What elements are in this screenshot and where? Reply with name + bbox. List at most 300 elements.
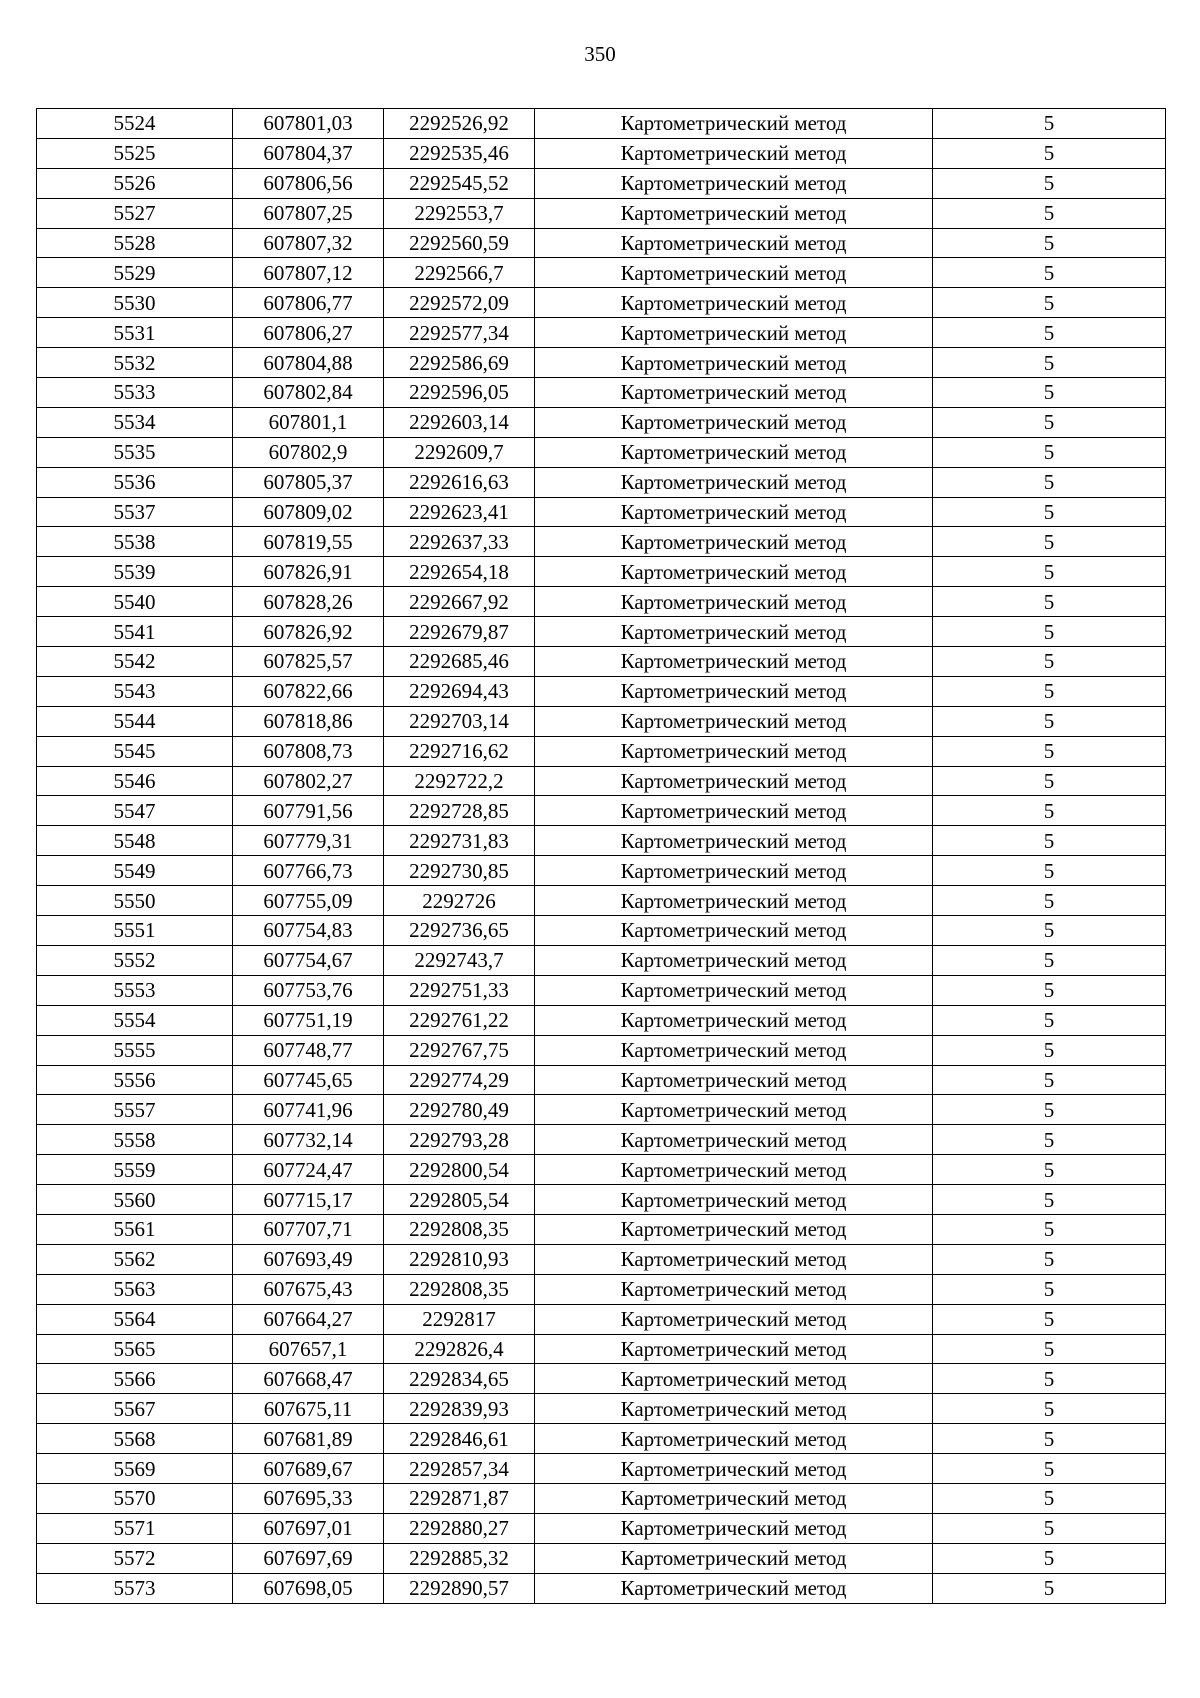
point-number-cell: 5533 (37, 378, 233, 408)
method-cell: Картометрический метод (535, 826, 933, 856)
table-row (37, 1035, 1166, 1065)
accuracy-cell: 5 (933, 1005, 1166, 1035)
method-cell: Картометрический метод (535, 198, 933, 228)
table-row (37, 407, 1166, 437)
x-coordinate-cell: 607745,65 (233, 1065, 384, 1095)
y-coordinate-cell: 2292609,7 (384, 437, 535, 467)
point-number-cell: 5529 (37, 258, 233, 288)
y-coordinate-cell: 2292857,34 (384, 1454, 535, 1484)
accuracy-cell: 5 (933, 856, 1166, 886)
point-number-cell: 5547 (37, 796, 233, 826)
y-coordinate-cell: 2292694,43 (384, 676, 535, 706)
y-coordinate-cell: 2292586,69 (384, 348, 535, 378)
y-coordinate-cell: 2292805,54 (384, 1185, 535, 1215)
accuracy-cell: 5 (933, 318, 1166, 348)
point-number-cell: 5526 (37, 168, 233, 198)
table-row (37, 1483, 1166, 1513)
accuracy-cell: 5 (933, 109, 1166, 139)
x-coordinate-cell: 607695,33 (233, 1483, 384, 1513)
y-coordinate-cell: 2292603,14 (384, 407, 535, 437)
table-row (37, 617, 1166, 647)
accuracy-cell: 5 (933, 706, 1166, 736)
method-cell: Картометрический метод (535, 945, 933, 975)
table-row (37, 1005, 1166, 1035)
accuracy-cell: 5 (933, 1274, 1166, 1304)
accuracy-cell: 5 (933, 1095, 1166, 1125)
method-cell: Картометрический метод (535, 796, 933, 826)
y-coordinate-cell: 2292728,85 (384, 796, 535, 826)
y-coordinate-cell: 2292679,87 (384, 617, 535, 647)
x-coordinate-cell: 607806,77 (233, 288, 384, 318)
accuracy-cell: 5 (933, 407, 1166, 437)
table-row (37, 198, 1166, 228)
method-cell: Картометрический метод (535, 1334, 933, 1364)
method-cell: Картометрический метод (535, 647, 933, 677)
x-coordinate-cell: 607801,1 (233, 407, 384, 437)
x-coordinate-cell: 607664,27 (233, 1304, 384, 1334)
y-coordinate-cell: 2292526,92 (384, 109, 535, 139)
point-number-cell: 5564 (37, 1304, 233, 1334)
page-number: 350 (584, 42, 616, 66)
method-cell: Картометрический метод (535, 1304, 933, 1334)
point-number-cell: 5563 (37, 1274, 233, 1304)
accuracy-cell: 5 (933, 288, 1166, 318)
x-coordinate-cell: 607791,56 (233, 796, 384, 826)
y-coordinate-cell: 2292890,57 (384, 1573, 535, 1603)
accuracy-cell: 5 (933, 617, 1166, 647)
table-row (37, 1394, 1166, 1424)
table-row (37, 916, 1166, 946)
x-coordinate-cell: 607732,14 (233, 1125, 384, 1155)
method-cell: Картометрический метод (535, 1005, 933, 1035)
accuracy-cell: 5 (933, 647, 1166, 677)
table-row (37, 1095, 1166, 1125)
y-coordinate-cell: 2292761,22 (384, 1005, 535, 1035)
point-number-cell: 5532 (37, 348, 233, 378)
point-number-cell: 5528 (37, 228, 233, 258)
table-row (37, 168, 1166, 198)
x-coordinate-cell: 607802,84 (233, 378, 384, 408)
point-number-cell: 5568 (37, 1424, 233, 1454)
point-number-cell: 5548 (37, 826, 233, 856)
x-coordinate-cell: 607751,19 (233, 1005, 384, 1035)
x-coordinate-cell: 607707,71 (233, 1214, 384, 1244)
method-cell: Картометрический метод (535, 766, 933, 796)
x-coordinate-cell: 607808,73 (233, 736, 384, 766)
y-coordinate-cell: 2292793,28 (384, 1125, 535, 1155)
table-row (37, 288, 1166, 318)
point-number-cell: 5543 (37, 676, 233, 706)
x-coordinate-cell: 607802,27 (233, 766, 384, 796)
table-row (37, 467, 1166, 497)
method-cell: Картометрический метод (535, 975, 933, 1005)
accuracy-cell: 5 (933, 1065, 1166, 1095)
y-coordinate-cell: 2292767,75 (384, 1035, 535, 1065)
y-coordinate-cell: 2292808,35 (384, 1274, 535, 1304)
x-coordinate-cell: 607753,76 (233, 975, 384, 1005)
method-cell: Картометрический метод (535, 288, 933, 318)
method-cell: Картометрический метод (535, 736, 933, 766)
y-coordinate-cell: 2292817 (384, 1304, 535, 1334)
x-coordinate-cell: 607819,55 (233, 527, 384, 557)
table-row (37, 945, 1166, 975)
x-coordinate-cell: 607675,43 (233, 1274, 384, 1304)
y-coordinate-cell: 2292800,54 (384, 1155, 535, 1185)
x-coordinate-cell: 607754,67 (233, 945, 384, 975)
accuracy-cell: 5 (933, 766, 1166, 796)
table-row (37, 318, 1166, 348)
point-number-cell: 5527 (37, 198, 233, 228)
table-row (37, 1304, 1166, 1334)
x-coordinate-cell: 607697,69 (233, 1543, 384, 1573)
y-coordinate-cell: 2292566,7 (384, 258, 535, 288)
accuracy-cell: 5 (933, 587, 1166, 617)
table-row (37, 1424, 1166, 1454)
table-row (37, 1543, 1166, 1573)
y-coordinate-cell: 2292726 (384, 886, 535, 916)
accuracy-cell: 5 (933, 348, 1166, 378)
method-cell: Картометрический метод (535, 407, 933, 437)
method-cell: Картометрический метод (535, 676, 933, 706)
point-number-cell: 5544 (37, 706, 233, 736)
method-cell: Картометрический метод (535, 916, 933, 946)
accuracy-cell: 5 (933, 198, 1166, 228)
x-coordinate-cell: 607826,92 (233, 617, 384, 647)
y-coordinate-cell: 2292774,29 (384, 1065, 535, 1095)
accuracy-cell: 5 (933, 1185, 1166, 1215)
point-number-cell: 5567 (37, 1394, 233, 1424)
x-coordinate-cell: 607806,27 (233, 318, 384, 348)
table-row (37, 557, 1166, 587)
x-coordinate-cell: 607755,09 (233, 886, 384, 916)
accuracy-cell: 5 (933, 138, 1166, 168)
point-number-cell: 5536 (37, 467, 233, 497)
point-number-cell: 5558 (37, 1125, 233, 1155)
y-coordinate-cell: 2292623,41 (384, 497, 535, 527)
accuracy-cell: 5 (933, 228, 1166, 258)
table-row (37, 706, 1166, 736)
point-number-cell: 5555 (37, 1035, 233, 1065)
y-coordinate-cell: 2292880,27 (384, 1513, 535, 1543)
method-cell: Картометрический метод (535, 1274, 933, 1304)
table-row (37, 1334, 1166, 1364)
point-number-cell: 5551 (37, 916, 233, 946)
x-coordinate-cell: 607689,67 (233, 1454, 384, 1484)
method-cell: Картометрический метод (535, 1185, 933, 1215)
y-coordinate-cell: 2292731,83 (384, 826, 535, 856)
table-row (37, 647, 1166, 677)
accuracy-cell: 5 (933, 497, 1166, 527)
method-cell: Картометрический метод (535, 1214, 933, 1244)
method-cell: Картометрический метод (535, 437, 933, 467)
x-coordinate-cell: 607766,73 (233, 856, 384, 886)
point-number-cell: 5549 (37, 856, 233, 886)
accuracy-cell: 5 (933, 1573, 1166, 1603)
method-cell: Картометрический метод (535, 706, 933, 736)
y-coordinate-cell: 2292871,87 (384, 1483, 535, 1513)
x-coordinate-cell: 607715,17 (233, 1185, 384, 1215)
table-row (37, 527, 1166, 557)
x-coordinate-cell: 607754,83 (233, 916, 384, 946)
table-row (37, 1185, 1166, 1215)
accuracy-cell: 5 (933, 1424, 1166, 1454)
method-cell: Картометрический метод (535, 587, 933, 617)
y-coordinate-cell: 2292703,14 (384, 706, 535, 736)
y-coordinate-cell: 2292654,18 (384, 557, 535, 587)
y-coordinate-cell: 2292716,62 (384, 736, 535, 766)
accuracy-cell: 5 (933, 258, 1166, 288)
x-coordinate-cell: 607828,26 (233, 587, 384, 617)
accuracy-cell: 5 (933, 1513, 1166, 1543)
coordinates-table-body (37, 109, 1166, 1604)
y-coordinate-cell: 2292577,34 (384, 318, 535, 348)
y-coordinate-cell: 2292685,46 (384, 647, 535, 677)
coordinates-table (36, 108, 1166, 1604)
point-number-cell: 5537 (37, 497, 233, 527)
table-row (37, 109, 1166, 139)
method-cell: Картометрический метод (535, 318, 933, 348)
x-coordinate-cell: 607698,05 (233, 1573, 384, 1603)
point-number-cell: 5525 (37, 138, 233, 168)
y-coordinate-cell: 2292808,35 (384, 1214, 535, 1244)
table-row (37, 826, 1166, 856)
method-cell: Картометрический метод (535, 467, 933, 497)
table-row (37, 676, 1166, 706)
point-number-cell: 5566 (37, 1364, 233, 1394)
accuracy-cell: 5 (933, 826, 1166, 856)
method-cell: Картометрический метод (535, 1035, 933, 1065)
method-cell: Картометрический метод (535, 1454, 933, 1484)
point-number-cell: 5573 (37, 1573, 233, 1603)
y-coordinate-cell: 2292545,52 (384, 168, 535, 198)
accuracy-cell: 5 (933, 796, 1166, 826)
x-coordinate-cell: 607779,31 (233, 826, 384, 856)
y-coordinate-cell: 2292810,93 (384, 1244, 535, 1274)
table-row (37, 1573, 1166, 1603)
point-number-cell: 5552 (37, 945, 233, 975)
accuracy-cell: 5 (933, 1543, 1166, 1573)
y-coordinate-cell: 2292839,93 (384, 1394, 535, 1424)
accuracy-cell: 5 (933, 557, 1166, 587)
point-number-cell: 5569 (37, 1454, 233, 1484)
method-cell: Картометрический метод (535, 497, 933, 527)
method-cell: Картометрический метод (535, 1065, 933, 1095)
y-coordinate-cell: 2292736,65 (384, 916, 535, 946)
method-cell: Картометрический метод (535, 378, 933, 408)
y-coordinate-cell: 2292730,85 (384, 856, 535, 886)
x-coordinate-cell: 607804,37 (233, 138, 384, 168)
y-coordinate-cell: 2292834,65 (384, 1364, 535, 1394)
table-row (37, 766, 1166, 796)
method-cell: Картометрический метод (535, 168, 933, 198)
point-number-cell: 5531 (37, 318, 233, 348)
point-number-cell: 5538 (37, 527, 233, 557)
method-cell: Картометрический метод (535, 228, 933, 258)
y-coordinate-cell: 2292637,33 (384, 527, 535, 557)
method-cell: Картометрический метод (535, 617, 933, 647)
x-coordinate-cell: 607741,96 (233, 1095, 384, 1125)
table-row (37, 497, 1166, 527)
x-coordinate-cell: 607822,66 (233, 676, 384, 706)
accuracy-cell: 5 (933, 378, 1166, 408)
point-number-cell: 5540 (37, 587, 233, 617)
point-number-cell: 5542 (37, 647, 233, 677)
accuracy-cell: 5 (933, 1304, 1166, 1334)
x-coordinate-cell: 607807,25 (233, 198, 384, 228)
table-row (37, 1513, 1166, 1543)
point-number-cell: 5535 (37, 437, 233, 467)
accuracy-cell: 5 (933, 1483, 1166, 1513)
table-row (37, 1125, 1166, 1155)
x-coordinate-cell: 607804,88 (233, 348, 384, 378)
method-cell: Картометрический метод (535, 1483, 933, 1513)
point-number-cell: 5545 (37, 736, 233, 766)
table-row (37, 796, 1166, 826)
point-number-cell: 5554 (37, 1005, 233, 1035)
x-coordinate-cell: 607697,01 (233, 1513, 384, 1543)
accuracy-cell: 5 (933, 1364, 1166, 1394)
method-cell: Картометрический метод (535, 886, 933, 916)
x-coordinate-cell: 607724,47 (233, 1155, 384, 1185)
y-coordinate-cell: 2292560,59 (384, 228, 535, 258)
point-number-cell: 5539 (37, 557, 233, 587)
point-number-cell: 5571 (37, 1513, 233, 1543)
y-coordinate-cell: 2292780,49 (384, 1095, 535, 1125)
x-coordinate-cell: 607681,89 (233, 1424, 384, 1454)
y-coordinate-cell: 2292722,2 (384, 766, 535, 796)
accuracy-cell: 5 (933, 1125, 1166, 1155)
table-row (37, 378, 1166, 408)
table-row (37, 1454, 1166, 1484)
y-coordinate-cell: 2292885,32 (384, 1543, 535, 1573)
point-number-cell: 5559 (37, 1155, 233, 1185)
x-coordinate-cell: 607825,57 (233, 647, 384, 677)
point-number-cell: 5550 (37, 886, 233, 916)
x-coordinate-cell: 607818,86 (233, 706, 384, 736)
table-row (37, 1065, 1166, 1095)
accuracy-cell: 5 (933, 527, 1166, 557)
table-row (37, 437, 1166, 467)
x-coordinate-cell: 607693,49 (233, 1244, 384, 1274)
method-cell: Картометрический метод (535, 258, 933, 288)
point-number-cell: 5565 (37, 1334, 233, 1364)
point-number-cell: 5556 (37, 1065, 233, 1095)
accuracy-cell: 5 (933, 676, 1166, 706)
table-row (37, 138, 1166, 168)
table-row (37, 1364, 1166, 1394)
accuracy-cell: 5 (933, 736, 1166, 766)
point-number-cell: 5561 (37, 1214, 233, 1244)
method-cell: Картометрический метод (535, 557, 933, 587)
method-cell: Картометрический метод (535, 348, 933, 378)
y-coordinate-cell: 2292596,05 (384, 378, 535, 408)
point-number-cell: 5572 (37, 1543, 233, 1573)
table-row (37, 856, 1166, 886)
accuracy-cell: 5 (933, 945, 1166, 975)
method-cell: Картометрический метод (535, 1244, 933, 1274)
y-coordinate-cell: 2292553,7 (384, 198, 535, 228)
x-coordinate-cell: 607809,02 (233, 497, 384, 527)
table-row (37, 348, 1166, 378)
point-number-cell: 5560 (37, 1185, 233, 1215)
method-cell: Картометрический метод (535, 138, 933, 168)
accuracy-cell: 5 (933, 975, 1166, 1005)
x-coordinate-cell: 607807,32 (233, 228, 384, 258)
table-row (37, 258, 1166, 288)
accuracy-cell: 5 (933, 437, 1166, 467)
point-number-cell: 5562 (37, 1244, 233, 1274)
x-coordinate-cell: 607675,11 (233, 1394, 384, 1424)
y-coordinate-cell: 2292616,63 (384, 467, 535, 497)
y-coordinate-cell: 2292751,33 (384, 975, 535, 1005)
point-number-cell: 5553 (37, 975, 233, 1005)
accuracy-cell: 5 (933, 1214, 1166, 1244)
method-cell: Картометрический метод (535, 1513, 933, 1543)
y-coordinate-cell: 2292846,61 (384, 1424, 535, 1454)
x-coordinate-cell: 607806,56 (233, 168, 384, 198)
method-cell: Картометрический метод (535, 1155, 933, 1185)
point-number-cell: 5570 (37, 1483, 233, 1513)
point-number-cell: 5541 (37, 617, 233, 647)
table-row (37, 1274, 1166, 1304)
table-row (37, 1214, 1166, 1244)
table-row (37, 736, 1166, 766)
y-coordinate-cell: 2292743,7 (384, 945, 535, 975)
table-row (37, 886, 1166, 916)
method-cell: Картометрический метод (535, 1125, 933, 1155)
method-cell: Картометрический метод (535, 527, 933, 557)
y-coordinate-cell: 2292826,4 (384, 1334, 535, 1364)
y-coordinate-cell: 2292572,09 (384, 288, 535, 318)
method-cell: Картометрический метод (535, 109, 933, 139)
method-cell: Картометрический метод (535, 1424, 933, 1454)
x-coordinate-cell: 607802,9 (233, 437, 384, 467)
method-cell: Картометрический метод (535, 1095, 933, 1125)
point-number-cell: 5530 (37, 288, 233, 318)
accuracy-cell: 5 (933, 1394, 1166, 1424)
accuracy-cell: 5 (933, 916, 1166, 946)
accuracy-cell: 5 (933, 467, 1166, 497)
point-number-cell: 5557 (37, 1095, 233, 1125)
x-coordinate-cell: 607801,03 (233, 109, 384, 139)
method-cell: Картометрический метод (535, 1573, 933, 1603)
accuracy-cell: 5 (933, 1155, 1166, 1185)
method-cell: Картометрический метод (535, 1543, 933, 1573)
point-number-cell: 5534 (37, 407, 233, 437)
accuracy-cell: 5 (933, 886, 1166, 916)
table-row (37, 1155, 1166, 1185)
point-number-cell: 5524 (37, 109, 233, 139)
x-coordinate-cell: 607668,47 (233, 1364, 384, 1394)
accuracy-cell: 5 (933, 1334, 1166, 1364)
table-row (37, 228, 1166, 258)
table-row (37, 1244, 1166, 1274)
method-cell: Картометрический метод (535, 1394, 933, 1424)
accuracy-cell: 5 (933, 1035, 1166, 1065)
point-number-cell: 5546 (37, 766, 233, 796)
method-cell: Картометрический метод (535, 856, 933, 886)
x-coordinate-cell: 607805,37 (233, 467, 384, 497)
x-coordinate-cell: 607657,1 (233, 1334, 384, 1364)
accuracy-cell: 5 (933, 1244, 1166, 1274)
x-coordinate-cell: 607807,12 (233, 258, 384, 288)
method-cell: Картометрический метод (535, 1364, 933, 1394)
accuracy-cell: 5 (933, 168, 1166, 198)
y-coordinate-cell: 2292667,92 (384, 587, 535, 617)
x-coordinate-cell: 607748,77 (233, 1035, 384, 1065)
x-coordinate-cell: 607826,91 (233, 557, 384, 587)
table-row (37, 587, 1166, 617)
